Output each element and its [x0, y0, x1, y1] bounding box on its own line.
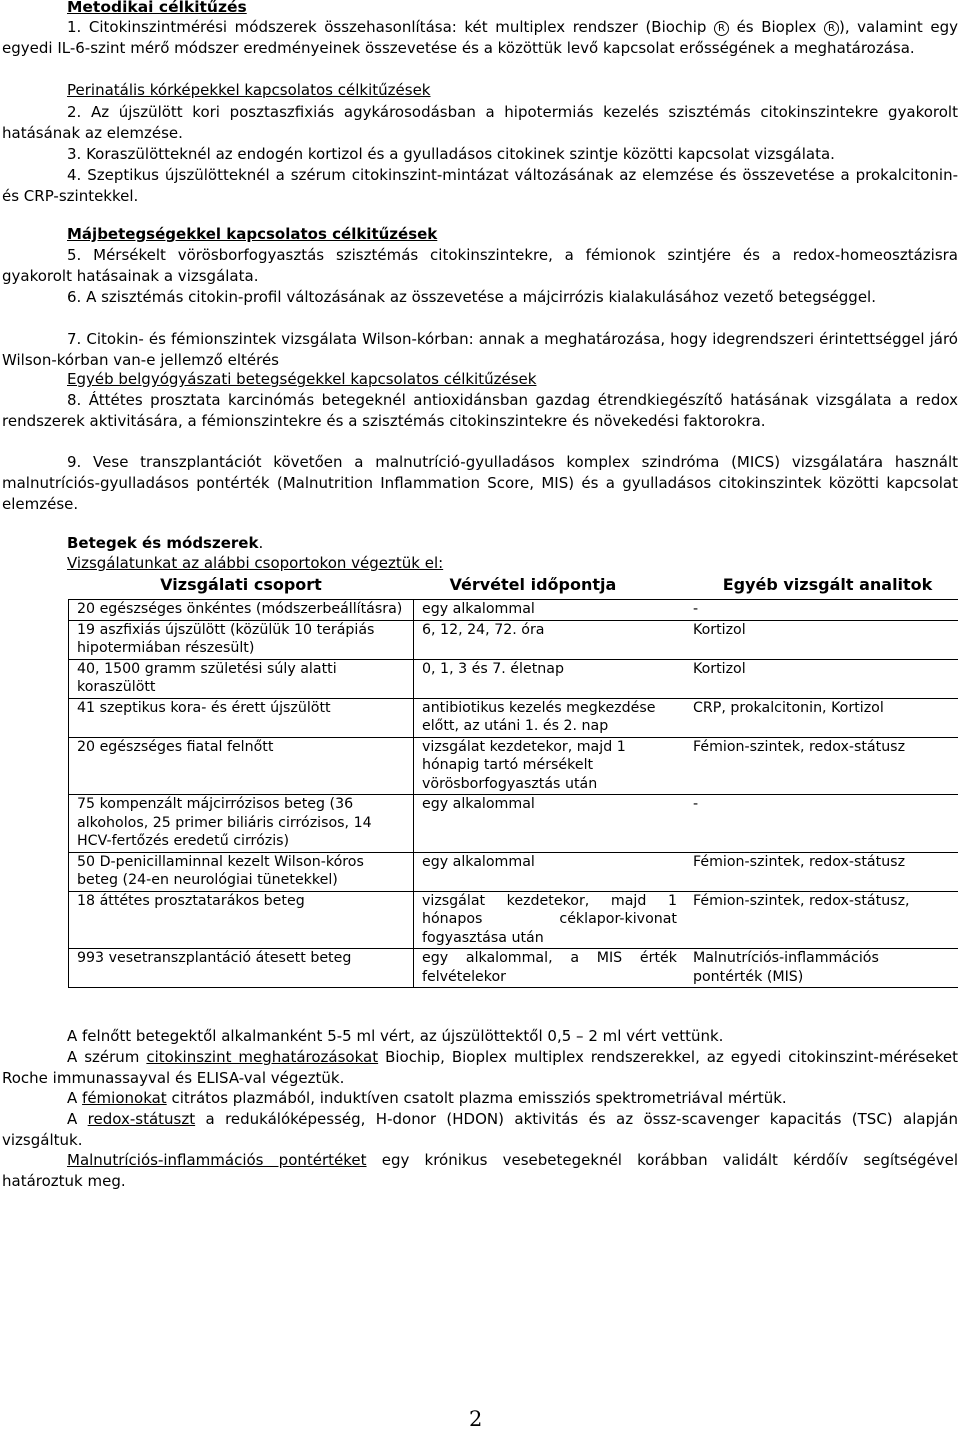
redox-link: redox-státuszt [87, 1110, 196, 1128]
cell-group: 19 aszfixiás újszülött (közülük 10 terápiás hipotermiában részesült) [69, 620, 414, 659]
header-sampling: Vérvétel időpontja [449, 575, 617, 594]
cell-group: 75 kompenzált májcirrózisos beteg (36 alkoholos, 25 primer biliáris cirrózisos, 14 HCV-fertőzés eredetű cirrózis) [69, 795, 414, 853]
objective-6: 6. A szisztémás citokin-profil változásának az összevetése a májcirrózis kialakulásához vezető betegséggel. [67, 288, 876, 306]
liver-title: Májbetegségekkel kapcsolatos célkitűzések [67, 225, 438, 243]
registered-mark-icon: R [714, 21, 729, 36]
blood-sampling-paragraph: A felnőtt betegektől alkalmanként 5-5 ml vért, az újszülöttektől 0,5 – 2 ml vért vettünk. [67, 1027, 724, 1045]
table-row [69, 737, 959, 795]
cell-analytes: Kortizol [685, 659, 958, 698]
cell-sampling: 0, 1, 3 és 7. életnap [414, 659, 686, 698]
redox-paragraph: A redox-státuszt a redukálóképesség, H-donor (HDON) aktivitás és az össz-scavenger kapacitás (TSC) alapján vizsgáltuk. [2, 1110, 958, 1149]
table-row [69, 891, 959, 949]
cell-group: 40, 1500 gramm születési súly alatti koraszülött [69, 659, 414, 698]
cell-analytes: Fémion-szintek, redox-státusz [685, 737, 958, 795]
cell-sampling: 6, 12, 24, 72. óra [414, 620, 686, 659]
cell-analytes: - [685, 795, 958, 853]
table-row [69, 620, 959, 659]
objective-1-text-c: ), valamint egy egyedi IL-6-szint mérő módszer eredményeinek összevetése és a közöttük levő kapcsolat erősségének a meghatározása. [2, 18, 958, 57]
table-header-row [69, 573, 959, 600]
section-heading: Metodikai célkitűzés [67, 0, 247, 16]
cell-group: 18 áttétes prosztatarákos beteg [69, 891, 414, 949]
objective-1 [2, 17, 958, 59]
objective-1-text-b: és Bioplex [736, 18, 817, 36]
table-row [69, 698, 959, 737]
cell-group: 41 szeptikus kora- és érett újszülött [69, 698, 414, 737]
patient-groups-table [68, 573, 958, 988]
perinatal-title: Perinatális kórképekkel kapcsolatos célkitűzések [67, 81, 431, 99]
cell-sampling: egy alkalommal [414, 600, 686, 621]
cell-sampling: egy alkalommal [414, 795, 686, 853]
registered-mark-icon: R [824, 21, 839, 36]
cell-sampling: vizsgálat kezdetekor, majd 1 hónapig tartó mérsékelt vörösborfogyasztás után [414, 737, 686, 795]
mis-paragraph: Malnutríciós-inflammációs pontértéket egy krónikus vesebetegeknél korábban validált kérdőív segítségével határoztuk meg. [2, 1151, 958, 1190]
objective-5: 5. Mérsékelt vörösborfogyasztás szisztémás citokinszintekre, a fémionok szintjére és a redox-homeosztázisra gyakorolt hatásainak a vizsgálata. [2, 246, 958, 285]
mis-link: Malnutríciós-inflammációs pontértéket [67, 1151, 367, 1169]
cell-analytes: - [685, 600, 958, 621]
page-number: 2 [469, 1407, 483, 1431]
methods-title-line: Betegek és módszerek. [67, 534, 264, 552]
cell-analytes: Kortizol [685, 620, 958, 659]
cell-group: 20 egészséges önkéntes (módszerbeállításra) [69, 600, 414, 621]
objective-1-text-a: Citokinszintmérési módszerek összehasonlítása: két multiplex rendszer (Biochip [88, 18, 707, 36]
table-row [69, 852, 959, 891]
cytokine-method-paragraph: A szérum citokinszint meghatározásokat Biochip, Bioplex multiplex rendszerekkel, az egyedi citokinszint-méréseket Roche immunassayval és ELISA-val végeztük. [2, 1048, 958, 1087]
table-row [69, 795, 959, 853]
internal-title: Egyéb belgyógyászati betegségekkel kapcsolatos célkitűzések [67, 370, 537, 388]
objective-7: 7. Citokin- és fémionszintek vizsgálata Wilson-kórban: annak a meghatározása, hogy idegrendszeri érintettséggel járó Wilson-kórban van-e jellemző eltérés [2, 330, 958, 369]
cell-analytes: Fémion-szintek, redox-státusz [685, 852, 958, 891]
table-row [69, 949, 959, 988]
cell-sampling: antibiotikus kezelés megkezdése előtt, az utáni 1. és 2. nap [414, 698, 686, 737]
metal-ion-paragraph: A fémionokat citrátos plazmából, induktíven csatolt plazma emissziós spektrometriával mértük. [67, 1089, 787, 1107]
cell-sampling: vizsgálat kezdetekor, majd 1 hónapos céklapor-kivonat fogyasztása után [414, 891, 686, 949]
objective-2: 2. Az újszülött kori posztaszfixiás agykárosodásban a hipotermiás kezelés szisztémás citokinszintekre gyakorolt hatásának az elemzése. [2, 103, 958, 142]
table-row [69, 659, 959, 698]
cytokine-link: citokinszint meghatározásokat [146, 1048, 379, 1066]
cell-analytes: CRP, prokalcitonin, Kortizol [685, 698, 958, 737]
header-group: Vizsgálati csoport [160, 575, 322, 594]
cell-group: 993 vesetranszplantáció átesett beteg [69, 949, 414, 988]
methods-title: Betegek és módszerek [67, 534, 259, 552]
objective-9: 9. Vese transzplantációt követően a malnutríció-gyulladásos komplex szindróma (MICS) vizsgálatára használt malnutríciós-gyulladásos pontérték (Malnutrition Inflammation Score, MIS) és a gyulladásos citokinszintek közötti kapcsolat elemzése. [2, 453, 958, 513]
objective-8: 8. Áttétes prosztata karcinómás betegeknél antioxidánsban gazdag étrendkiegészítő hatásának vizsgálata a redox rendszerek aktivitására, a fémionszintekre és a szisztémás citokinszintekre és növekedési faktorokra. [2, 391, 958, 430]
cell-sampling: egy alkalommal, a MIS érték felvételekor [414, 949, 686, 988]
metal-ion-link: fémionokat [82, 1089, 167, 1107]
objective-1-number: 1. [67, 18, 82, 36]
cell-sampling: egy alkalommal [414, 852, 686, 891]
methods-subtitle: Vizsgálatunkat az alábbi csoportokon végeztük el: [67, 554, 444, 572]
header-analytes: Egyéb vizsgált analitok [722, 575, 933, 594]
cell-group: 20 egészséges fiatal felnőtt [69, 737, 414, 795]
cell-group: 50 D-penicillaminnal kezelt Wilson-kóros beteg (24-en neurológiai tünetekkel) [69, 852, 414, 891]
objective-4: 4. Szeptikus újszülötteknél a szérum citokinszint-mintázat változásának az elemzése és összevetése a prokalcitonin- és CRP-szintekkel. [2, 166, 958, 205]
cell-analytes: Fémion-szintek, redox-státusz, [685, 891, 958, 949]
table-row [69, 600, 959, 621]
cell-analytes: Malnutríciós-inflammációs pontérték (MIS) [685, 949, 958, 988]
objective-3: 3. Koraszülötteknél az endogén kortizol és a gyulladásos citokinek szintje közötti kapcsolat vizsgálata. [67, 145, 835, 163]
